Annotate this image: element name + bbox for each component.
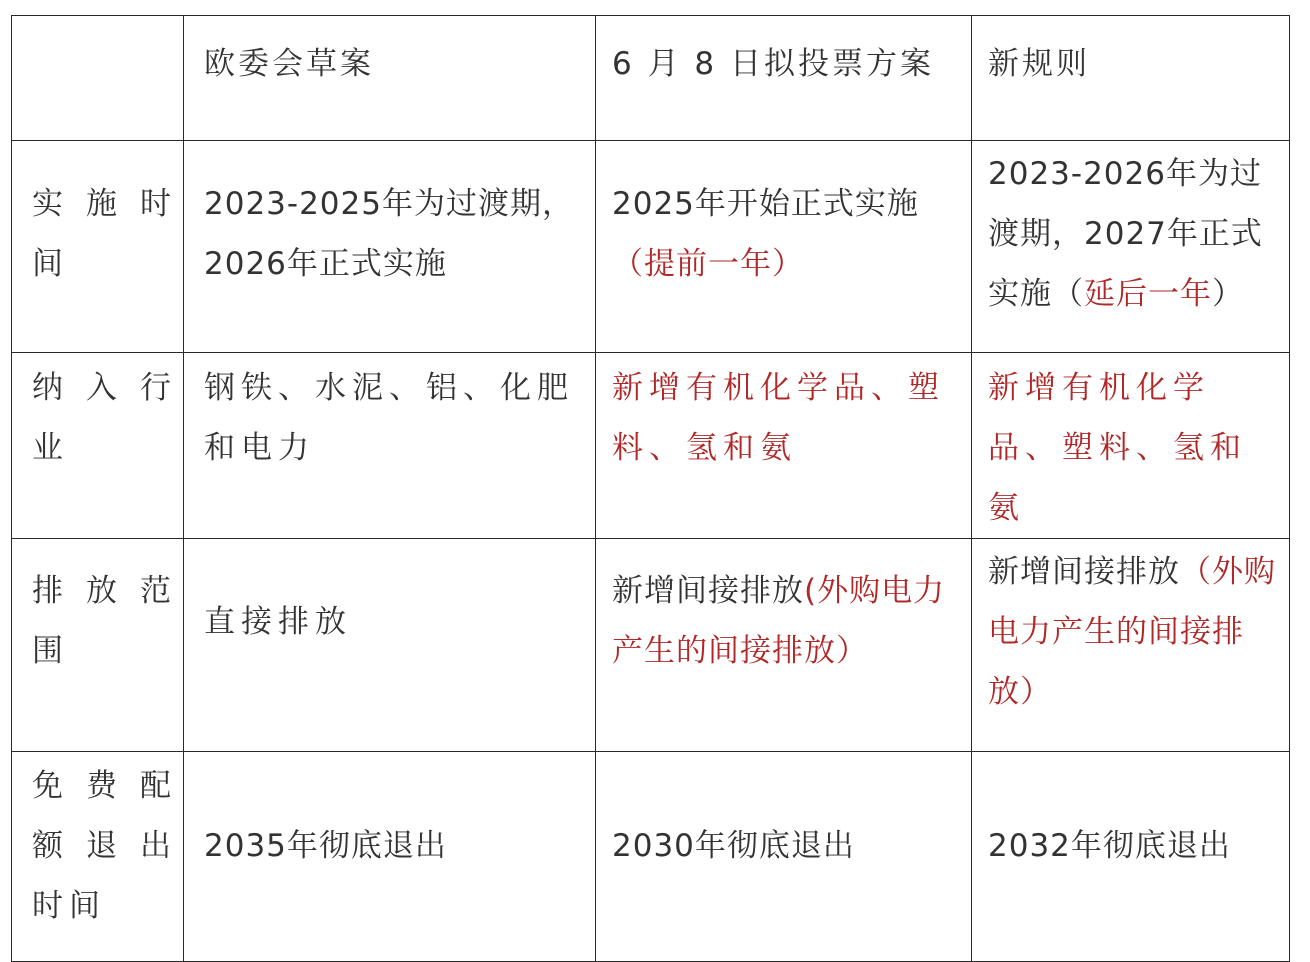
vote-cell — [596, 141, 972, 353]
header-cell-vote — [596, 16, 972, 141]
new-rule-cell — [972, 752, 1290, 962]
draft-cell — [184, 752, 596, 962]
new-rule-emission-main: 新增间接排放 — [988, 554, 1180, 590]
new-rule-cell — [972, 141, 1290, 353]
vote-emission-scope — [596, 539, 971, 681]
table-row — [12, 752, 1290, 962]
table-row — [12, 539, 1290, 752]
header-draft: 欧委会草案 — [204, 46, 374, 82]
row-label-emission-scope: 排 放 范 围 — [32, 573, 171, 669]
new-rule-cell — [972, 353, 1290, 539]
vote-emission-main: 新增间接排放 — [612, 573, 804, 609]
header-cell-draft — [184, 16, 596, 141]
new-rule-industries: 新增有机化学品、塑料、氢和氨 — [988, 370, 1247, 526]
vote-cell — [596, 353, 972, 539]
header-cell-empty — [12, 16, 184, 141]
new-rule-implementation-tail: ） — [1212, 276, 1244, 312]
new-rule-implementation-main: 2023-2026年为过渡期，2027年正式实施（ — [988, 156, 1263, 312]
table-row — [12, 353, 1290, 539]
new-rule-implementation-time — [972, 141, 1289, 324]
new-rule-emission-note: （外购电力产生的间接排放） — [988, 554, 1276, 710]
vote-implementation-main: 2025年开始正式实施 — [612, 186, 919, 222]
header-new-rule: 新规则 — [988, 46, 1090, 82]
draft-emission-scope: 直接排放 — [204, 604, 352, 640]
table-header-row — [12, 16, 1290, 141]
draft-cell — [184, 539, 596, 752]
new-rule-free-allowance-exit: 2032年彻底退出 — [988, 828, 1231, 864]
header-cell-new-rule — [972, 16, 1290, 141]
row-label-cell — [12, 353, 184, 539]
row-label-cell — [12, 539, 184, 752]
vote-cell — [596, 539, 972, 752]
table-row — [12, 141, 1290, 353]
row-label-implementation-time: 实 施 时 间 — [32, 186, 171, 282]
draft-cell — [184, 141, 596, 353]
vote-free-allowance-exit: 2030年彻底退出 — [612, 828, 855, 864]
vote-implementation-time — [596, 141, 971, 294]
comparison-table — [11, 15, 1290, 962]
row-label-industries: 纳 入 行 业 — [32, 370, 171, 466]
draft-implementation-time: 2023-2025年为过渡期，2026年正式实施 — [204, 186, 574, 282]
draft-free-allowance-exit: 2035年彻底退出 — [204, 828, 447, 864]
row-label-free-allowance-exit: 免 费 配 额 退 出 时 间 — [32, 768, 171, 924]
vote-cell — [596, 752, 972, 962]
vote-emission-note: (外购电力产生的间接排放） — [612, 573, 946, 669]
vote-industries: 新增有机化学品、塑料、氢和氨 — [612, 370, 945, 466]
vote-implementation-note: （提前一年） — [612, 246, 804, 282]
draft-cell — [184, 353, 596, 539]
new-rule-cell — [972, 539, 1290, 752]
row-label-cell — [12, 752, 184, 962]
new-rule-emission-scope — [972, 539, 1289, 722]
row-label-cell — [12, 141, 184, 353]
header-vote: 6 月 8 日拟投票方案 — [612, 46, 935, 82]
draft-industries: 钢铁、水泥、铝、化肥和电力 — [204, 370, 574, 466]
new-rule-implementation-note: 延后一年 — [1084, 276, 1212, 312]
